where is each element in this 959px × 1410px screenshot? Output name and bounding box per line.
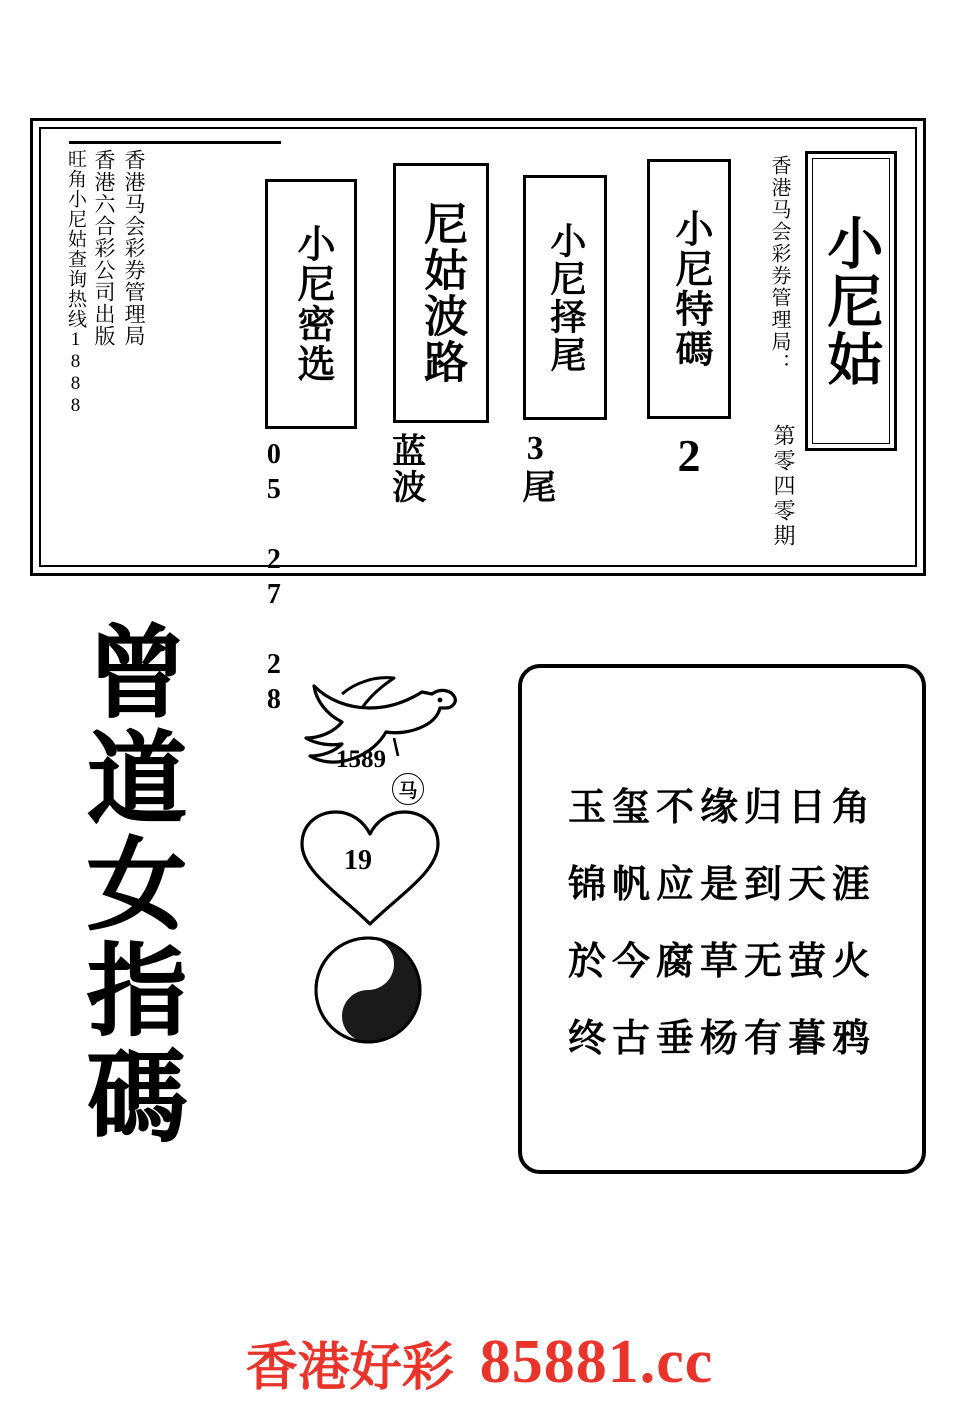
card-issue: 第零四零期: [771, 424, 796, 549]
poem-line: 锦帆应是到天涯: [567, 861, 876, 906]
divider-rule: [69, 141, 281, 144]
card-title-box: [805, 151, 897, 451]
poem-line: 於今腐草无萤火: [567, 938, 876, 983]
card-title-box-inner: [812, 158, 890, 444]
page-title-char: 女: [87, 826, 187, 944]
page-title-char: 曾: [87, 614, 187, 732]
column-special-number: [641, 159, 737, 482]
poem-box: [518, 664, 926, 1174]
page-title-char: 指: [87, 932, 187, 1050]
footer: [0, 1325, 959, 1400]
column-heading-box: [523, 175, 607, 420]
symbol-column: [282, 660, 482, 1080]
column-value-wrap: [387, 433, 495, 505]
column-value: 蓝波: [386, 433, 424, 505]
lottery-card: [30, 118, 926, 719]
card-note-line: 香港马会彩券管理局: [122, 149, 147, 347]
column-color-wave: [387, 163, 495, 505]
poem-line: 终古垂杨有暮鸦: [567, 1015, 876, 1060]
column-heading: 尼姑波路: [417, 201, 467, 385]
column-value: 3尾: [516, 430, 554, 505]
heart-icon: [282, 800, 482, 930]
column-secret-picks: [259, 179, 363, 719]
card-title: 小尼姑: [818, 214, 885, 388]
card-notes: [65, 149, 145, 549]
column-value: 05 27 28: [258, 439, 290, 719]
poem-line: 玉玺不缘归日角: [567, 784, 876, 829]
card-authority: 香港马会彩券管理局：: [768, 155, 790, 375]
page-title-char: 碼: [87, 1038, 187, 1156]
footer-brand: 香港好彩: [245, 1338, 454, 1398]
card-note-line: 旺角小尼姑查询热线1888: [64, 149, 86, 417]
column-tail-pick: [517, 175, 613, 505]
page-title: [62, 614, 212, 1156]
column-heading-box: [393, 163, 489, 423]
taiji-number: 28: [344, 955, 370, 984]
page-title-char: 道: [87, 720, 187, 838]
column-heading-box: [265, 179, 357, 429]
lottery-card-inner: [39, 127, 917, 719]
dove-icon: [282, 660, 482, 810]
footer-url: 85881.cc: [479, 1328, 714, 1396]
heart-number: 19: [344, 845, 372, 876]
card-note-line: 香港六合彩公司出版: [91, 149, 116, 347]
column-heading: 小尼择尾: [545, 221, 586, 374]
dove-number: 1589: [336, 746, 386, 773]
column-value-wrap: [517, 430, 613, 505]
yin-yang-icon: [282, 920, 482, 1060]
column-heading: 小尼密选: [290, 224, 333, 384]
zodiac-badge: 马: [392, 773, 424, 805]
column-heading-box: [647, 159, 731, 419]
column-value: 2: [677, 430, 701, 481]
column-heading: 小尼特碼: [668, 209, 711, 369]
